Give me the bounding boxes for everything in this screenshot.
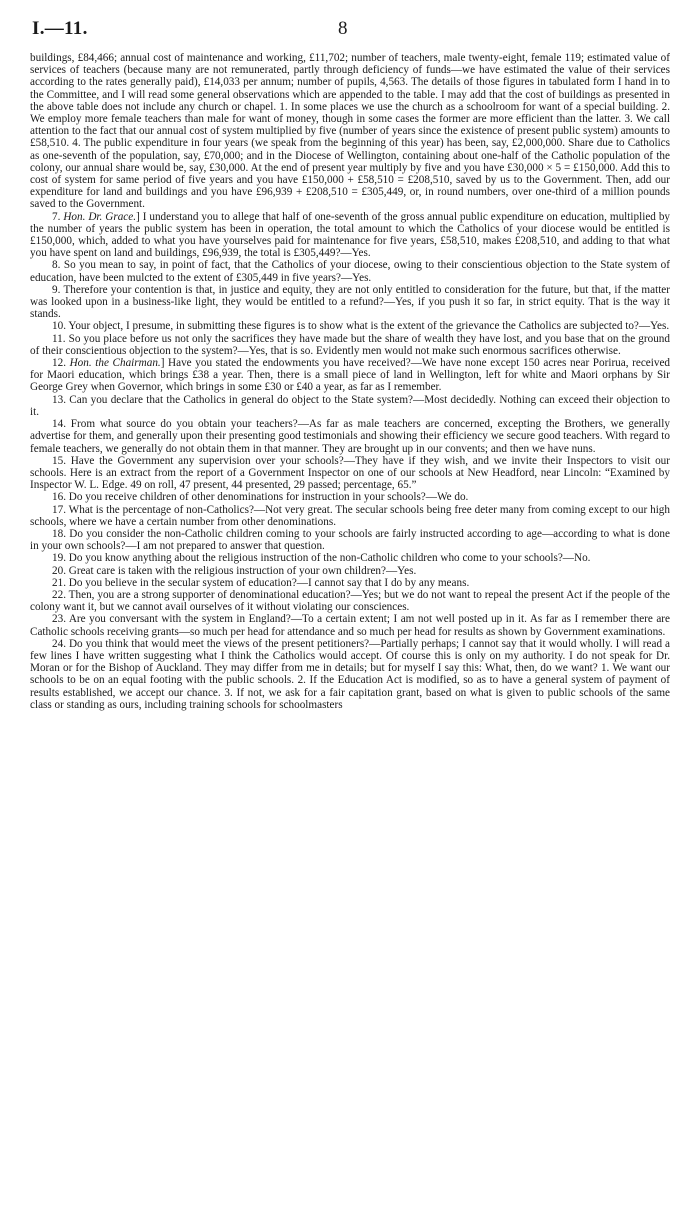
- paragraph-q11: 11. So you place before us not only the sacrifices they have made but the share of wealth they have lost, and you base that on the ground of their conscientious objection to the system?—Yes, that is so. Evidently men would not make such enormous sacrifices otherwise.: [30, 332, 670, 357]
- paragraph-q22: 22. Then, you are a strong supporter of denominational education?—Yes; but we do not want to repeal the present Act if the people of the colony want it, but we cannot avail ourselves of it without violating our consciences.: [30, 588, 670, 614]
- page-header: [30, 18, 670, 46]
- paragraph-q23: 23. Are you conversant with the system in England?—To a certain extent; I am not well posted up in it. As far as I remember there are Catholic schools receiving grants—so much per head for attendance and so much per head for results as shown by Government examinations.: [30, 613, 670, 638]
- paragraph-q21: 21. Do you believe in the secular system of education?—I cannot say that I do by any means.: [52, 576, 470, 589]
- paragraph-q18: 18. Do you consider the non-Catholic children coming to your schools are fairly instructed according to age—according to what is done in your own schools?—I am not prepared to answer that question.: [30, 527, 670, 553]
- paragraph-q8: 8. So you mean to say, in point of fact, that the Catholics of your diocese, owing to their conscientious objection to the State system of education, have been mulcted to the extent of £305,449 in five years?—Yes.: [30, 259, 670, 284]
- paragraph-q20: 20. Great care is taken with the religious instruction of your own children?—Yes.: [52, 564, 417, 577]
- paragraph-q15: 15. Have the Government any supervision over your schools?—They have if they wish, and we invite their Inspectors to visit our schools. Here is an extract from the report of a Government Inspector on one of our schools at New Headford, near Lincoln: “Examined by Inspector W. L. Edge. 49 on roll, 47 present, 44 presented, 29 passed; percentage, 65.”: [30, 454, 670, 492]
- question-text: ] Have you stated the endowments you have received?—We have none except 150 acres near Porirua, received for Maori education, which brings £38 a year. Then, there is a small piece of land in Wellington, left for white and Maori orphans by Sir George Grey when Governor, which brings in some £30 or £40 a year, as far as I remember.: [30, 357, 670, 394]
- paragraph-q16: 16. Do you receive children of other denominations for instruction in your schools?—We do.: [52, 491, 469, 504]
- document-body: [30, 52, 670, 711]
- question-number: 7.: [52, 210, 64, 223]
- paragraph-q13: 13. Can you declare that the Catholics in general do object to the State system?—Most decidedly. Nothing can exceed their objection to it.: [30, 393, 670, 418]
- paragraph-continuation: buildings, £84,466; annual cost of maintenance and working, £11,702; number of teachers, male twenty-eight, female 119; estimated value of services of teachers (because many are not remunerated, partly through deficiency of funds—we have estimated the value of their services according to the rates generally paid), £14,033 per annum; number of pupils, 4,563. The details of those figures in tabulated form I hand in to the Committee, and I will read some general observations which are appended to the table. I may add that the cost of buildings as presented in the above table does not include any church or chapel. 1. In some places we use the church as a schoolroom for want of a special building. 2. We employ more female teachers than male for want of money, though in some cases the former are more efficient than the latter. 3. We call attention to the fact that our annual cost of system multiplied by five (number of years since the existence of present public system) amounts to £58,510. 4. The public expenditure in four years (we speak from the beginning of this year) has been, say, £2,000,000. Share due to Catholics as one-seventh of the population, say, £70,000; and in the Diocese of Wellington, containing about one-half of the Catholic population of the colony, our annual share would be, say, £30,000. At the end of present year multiply by five and you have £30,000 × 5 = £150,000. Add this to cost of system for same period of five years and you have £150,000 + £58,510 = £208,510, saved by us to the Government. Then, add our expenditure for land and buildings and you have £96,939 + £208,510 = £305,449, or, in round numbers, over one-third of a million pounds saved to the Government.: [30, 52, 670, 211]
- paragraph-q19: 19. Do you know anything about the religious instruction of the non-Catholic children who come to your schools?—No.: [52, 552, 591, 565]
- speaker-name: Hon. Dr. Grace.: [63, 210, 137, 223]
- paragraph-q10: 10. Your object, I presume, in submitting these figures is to show what is the extent of the grievance the Catholics are subjected to?—Yes.: [52, 320, 670, 333]
- paragraph-q17: 17. What is the percentage of non-Catholics?—Not very great. The secular schools being free deter many from coming except to our high schools, where we have a certain number from other denominations.: [30, 503, 670, 528]
- document-reference: I.—11.: [32, 18, 88, 39]
- page-number: 8: [338, 18, 348, 39]
- question-number: 12.: [52, 357, 70, 370]
- paragraph-q12: [30, 357, 670, 394]
- speaker-name: Hon. the Chairman.: [69, 357, 161, 370]
- paragraph-q14: 14. From what source do you obtain your teachers?—As far as male teachers are concerned, excepting the Brothers, we generally advertise for them, and generally upon their presenting good testimonials and showing their efficiency we secure good teachers. With regard to female teachers, we generally do not obtain them in that manner. They are brought up in our convents; and then we have nuns.: [30, 418, 670, 455]
- document-page: [30, 18, 670, 1208]
- paragraph-q24: 24. Do you think that would meet the views of the present petitioners?—Partially perhaps; I cannot say that it would wholly. I will read a few lines I have written suggesting what I think the Catholics would accept. Of course this is only on my authority. I do not speak for Dr. Moran or for the Bishop of Auckland. They may differ from me in details; but for myself I say this: What, then, do we want? 1. We want our schools to be on an equal footing with the public schools. 2. If the Education Act is modified, so as to have a general system of payment of results established, we accept our chance. 3. If not, we ask for a fair capitation grant, based on what is given to public schools of the same class or standing as ours, including training schools for schoolmasters: [30, 637, 670, 711]
- paragraph-q7: [30, 211, 670, 260]
- paragraph-q9: 9. Therefore your contention is that, in justice and equity, they are not only entitled to consideration for the future, but that, if the matter was looked upon in a business-like light, they would be entitled to a refund?—Yes, if you push it so far, in strict equity. That is the way it stands.: [30, 283, 670, 321]
- question-text: ] I understand you to allege that half of one-seventh of the gross annual public expenditure on education, multiplied by the number of years the public system has been in operation, the total amount to which the Catholics of your diocese would be entitled is £150,000, which, added to what you have yourselves paid for maintenance for five years, £58,510, makes £208,510, and adding to that what you have spent on land and buildings, £96,939, the total is £305,449?—Yes.: [30, 210, 670, 260]
